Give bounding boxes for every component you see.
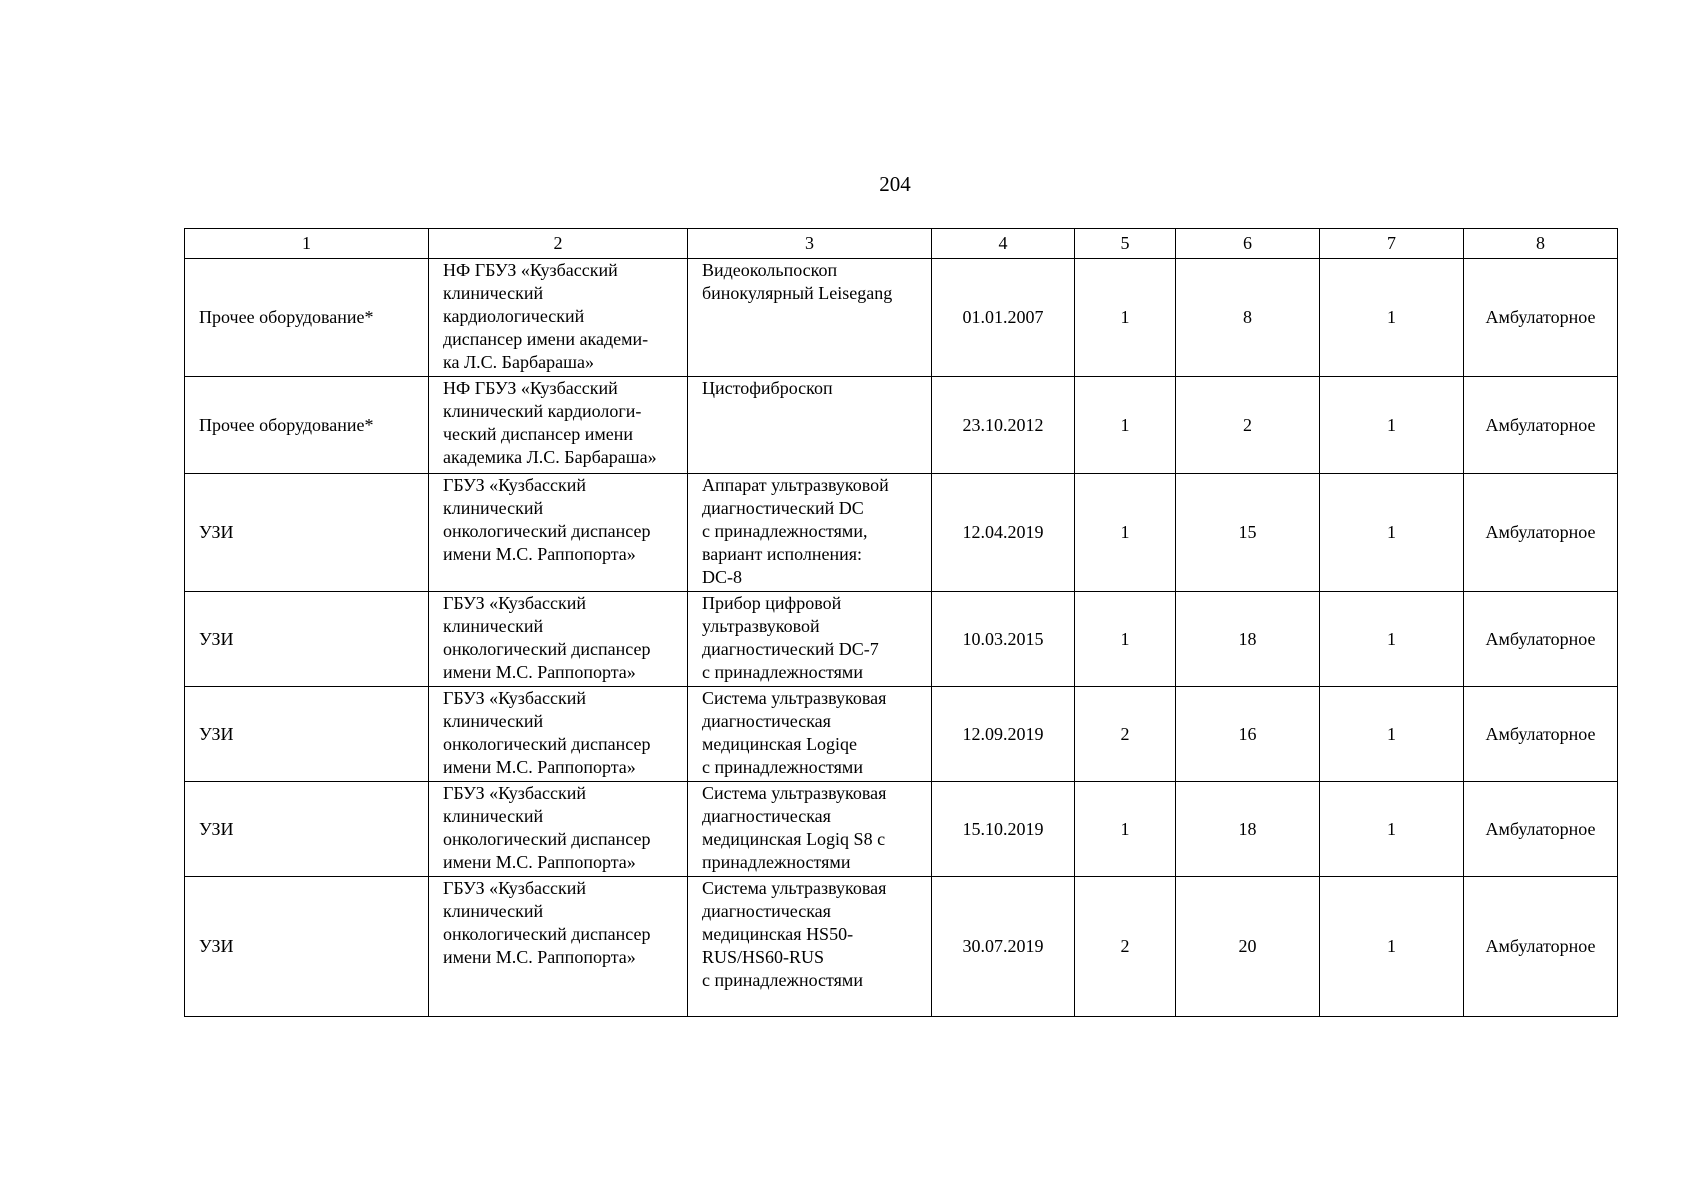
care-type-cell: Амбулаторное xyxy=(1464,687,1618,782)
organization-cell: ГБУЗ «Кузбасский клинический онкологический диспансер имени М.С. Раппопорта» xyxy=(429,782,688,877)
table-row xyxy=(185,877,1618,1017)
organization-cell: НФ ГБУЗ «Кузбасский клинический кардиологический диспансер имени академи- ка Л.С. Барбараша» xyxy=(429,259,688,377)
equipment-table xyxy=(184,228,1618,1017)
equipment-name-cell: Аппарат ультразвуковой диагностический DC с принадлежностями, вариант исполнения: DC-8 xyxy=(688,474,932,592)
date-cell: 01.01.2007 xyxy=(932,259,1075,377)
table-row xyxy=(185,782,1618,877)
column-header: 6 xyxy=(1176,229,1320,259)
column-header: 4 xyxy=(932,229,1075,259)
equipment-name-cell: Цистофиброскоп xyxy=(688,377,932,474)
column-7-cell: 1 xyxy=(1320,592,1464,687)
column-7-cell: 1 xyxy=(1320,474,1464,592)
equipment-type-cell: УЗИ xyxy=(185,592,429,687)
table-header-row xyxy=(185,229,1618,259)
column-5-cell: 1 xyxy=(1075,474,1176,592)
care-type-cell: Амбулаторное xyxy=(1464,782,1618,877)
column-header: 1 xyxy=(185,229,429,259)
organization-cell: ГБУЗ «Кузбасский клинический онкологический диспансер имени М.С. Раппопорта» xyxy=(429,877,688,1017)
date-cell: 12.09.2019 xyxy=(932,687,1075,782)
care-type-cell: Амбулаторное xyxy=(1464,259,1618,377)
column-6-cell: 2 xyxy=(1176,377,1320,474)
table-row xyxy=(185,474,1618,592)
column-6-cell: 15 xyxy=(1176,474,1320,592)
column-7-cell: 1 xyxy=(1320,877,1464,1017)
care-type-cell: Амбулаторное xyxy=(1464,377,1618,474)
column-6-cell: 20 xyxy=(1176,877,1320,1017)
column-7-cell: 1 xyxy=(1320,782,1464,877)
table-row xyxy=(185,687,1618,782)
organization-cell: ГБУЗ «Кузбасский клинический онкологический диспансер имени М.С. Раппопорта» xyxy=(429,687,688,782)
care-type-cell: Амбулаторное xyxy=(1464,474,1618,592)
care-type-cell: Амбулаторное xyxy=(1464,877,1618,1017)
date-cell: 12.04.2019 xyxy=(932,474,1075,592)
column-header: 2 xyxy=(429,229,688,259)
column-5-cell: 1 xyxy=(1075,377,1176,474)
equipment-name-cell: Видеокольпоскоп бинокулярный Leisegang xyxy=(688,259,932,377)
column-5-cell: 1 xyxy=(1075,782,1176,877)
organization-cell: ГБУЗ «Кузбасский клинический онкологический диспансер имени М.С. Раппопорта» xyxy=(429,592,688,687)
column-6-cell: 18 xyxy=(1176,592,1320,687)
date-cell: 23.10.2012 xyxy=(932,377,1075,474)
column-7-cell: 1 xyxy=(1320,259,1464,377)
equipment-name-cell: Система ультразвуковая диагностическая медицинская HS50- RUS/HS60-RUS с принадлежностями xyxy=(688,877,932,1017)
equipment-type-cell: УЗИ xyxy=(185,877,429,1017)
table-row xyxy=(185,377,1618,474)
table-row xyxy=(185,592,1618,687)
equipment-type-cell: УЗИ xyxy=(185,687,429,782)
column-6-cell: 8 xyxy=(1176,259,1320,377)
equipment-name-cell: Система ультразвуковая диагностическая медицинская Logiqe с принадлежностями xyxy=(688,687,932,782)
care-type-cell: Амбулаторное xyxy=(1464,592,1618,687)
column-header: 5 xyxy=(1075,229,1176,259)
date-cell: 15.10.2019 xyxy=(932,782,1075,877)
column-header: 3 xyxy=(688,229,932,259)
equipment-name-cell: Прибор цифровой ультразвуковой диагностический DC-7 с принадлежностями xyxy=(688,592,932,687)
column-5-cell: 1 xyxy=(1075,259,1176,377)
column-6-cell: 18 xyxy=(1176,782,1320,877)
column-6-cell: 16 xyxy=(1176,687,1320,782)
organization-cell: ГБУЗ «Кузбасский клинический онкологический диспансер имени М.С. Раппопорта» xyxy=(429,474,688,592)
table-row xyxy=(185,259,1618,377)
column-header: 7 xyxy=(1320,229,1464,259)
column-5-cell: 1 xyxy=(1075,592,1176,687)
equipment-type-cell: Прочее оборудование* xyxy=(185,259,429,377)
page-number: 204 xyxy=(879,172,911,196)
equipment-type-cell: Прочее оборудование* xyxy=(185,377,429,474)
equipment-type-cell: УЗИ xyxy=(185,782,429,877)
date-cell: 30.07.2019 xyxy=(932,877,1075,1017)
column-header: 8 xyxy=(1464,229,1618,259)
column-5-cell: 2 xyxy=(1075,877,1176,1017)
equipment-type-cell: УЗИ xyxy=(185,474,429,592)
equipment-name-cell: Система ультразвуковая диагностическая медицинская Logiq S8 с принадлежностями xyxy=(688,782,932,877)
column-7-cell: 1 xyxy=(1320,687,1464,782)
column-7-cell: 1 xyxy=(1320,377,1464,474)
date-cell: 10.03.2015 xyxy=(932,592,1075,687)
organization-cell: НФ ГБУЗ «Кузбасский клинический кардиологи- ческий диспансер имени академика Л.С. Барбараша» xyxy=(429,377,688,474)
column-5-cell: 2 xyxy=(1075,687,1176,782)
